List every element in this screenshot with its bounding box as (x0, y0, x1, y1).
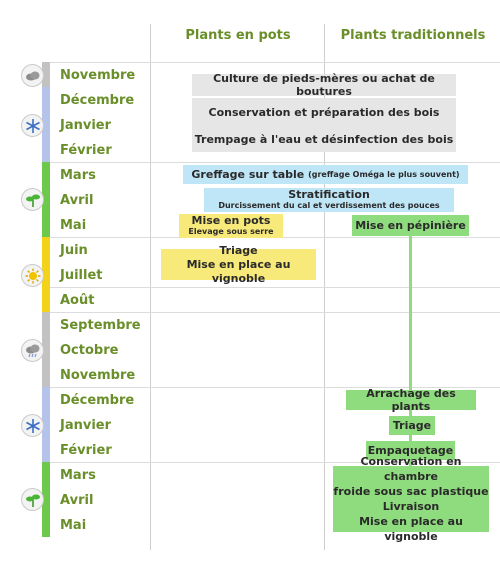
stage-stratification-note: Durcissement du cal et verdissement des pouces (218, 201, 440, 210)
month-label: Septembre (60, 318, 141, 333)
month-label: Mars (60, 468, 96, 483)
stage-arrachage-label: Arrachage des plants (366, 387, 456, 413)
row-divider (50, 162, 500, 163)
month-label: Mai (60, 218, 87, 233)
header-traditional: Plants traditionnels (340, 28, 486, 43)
month-label: Avril (60, 493, 94, 508)
month-label: Février (60, 443, 112, 458)
stage-triage-trad-label: Triage (392, 419, 432, 432)
stage-mise-en-pots-label: Mise en pots (191, 214, 271, 227)
month-label: Mars (60, 168, 96, 183)
stage-empaquetage-label: Empaquetage (367, 444, 454, 457)
sprout-icon (21, 488, 44, 511)
month-label: Février (60, 143, 112, 158)
month-label: Décembre (60, 393, 135, 408)
month-label: Avril (60, 193, 94, 208)
month-label: Novembre (60, 68, 136, 83)
stage-conservation-chambre (333, 455, 489, 543)
month-label: Octobre (60, 343, 119, 358)
stage-mise-en-pepiniere (352, 215, 469, 236)
stage-culture-label: Culture de pieds-mères ou achat de boutures (213, 72, 435, 98)
stage-triage-trad (389, 416, 435, 435)
sprout-icon (21, 188, 44, 211)
stage-arrachage (346, 387, 476, 413)
stage-mise-en-place-pots-label: Mise en place au vignoble (186, 257, 291, 285)
month-label: Mai (60, 518, 87, 533)
stage-conservation-chambre-label-1: Conservation en chambre (360, 455, 462, 483)
stage-stratification-label: Stratification (288, 188, 370, 201)
stage-culture (192, 74, 456, 96)
snowflake-icon (21, 414, 44, 437)
stage-stratification (204, 188, 454, 212)
row-divider (50, 287, 500, 288)
stage-conservation (192, 98, 456, 126)
stage-trempage-label: Trempage à l'eau et désinfection des bois (194, 132, 454, 146)
stage-mise-en-pepiniere-label: Mise en pépinière (355, 219, 466, 232)
month-label: Janvier (60, 418, 112, 433)
rain-cloud-icon (21, 339, 44, 362)
cloud-icon (21, 64, 44, 87)
stage-conservation-label: Conservation et préparation des bois (208, 105, 440, 119)
stage-conservation-chambre-label-2: froide sous sac plastique (333, 485, 489, 498)
month-label: Août (60, 293, 95, 308)
month-label: Novembre (60, 368, 136, 383)
month-label: Janvier (60, 118, 112, 133)
stage-mise-en-pots (179, 214, 283, 238)
stage-greffage (183, 165, 468, 184)
month-label: Juin (60, 243, 88, 258)
stage-mise-en-pots-note: Elevage sous serre (188, 227, 274, 236)
month-label: Juillet (60, 268, 103, 283)
stage-trempage (192, 126, 456, 152)
sun-icon (21, 264, 44, 287)
stage-triage-pots-label: Triage (219, 243, 258, 257)
stage-greffage-note: (greffage Oméga le plus souvent) (308, 170, 460, 179)
snowflake-icon (21, 114, 44, 137)
stage-triage-pots (161, 243, 316, 285)
traditional-timeline (409, 236, 412, 390)
stage-mise-en-place-trad-label: Mise en place au vignoble (359, 515, 463, 543)
month-label: Décembre (60, 93, 135, 108)
stage-livraison-label: Livraison (382, 500, 440, 513)
header-pots: Plants en pots (185, 28, 291, 43)
stage-greffage-label: Greffage sur table (191, 168, 305, 181)
